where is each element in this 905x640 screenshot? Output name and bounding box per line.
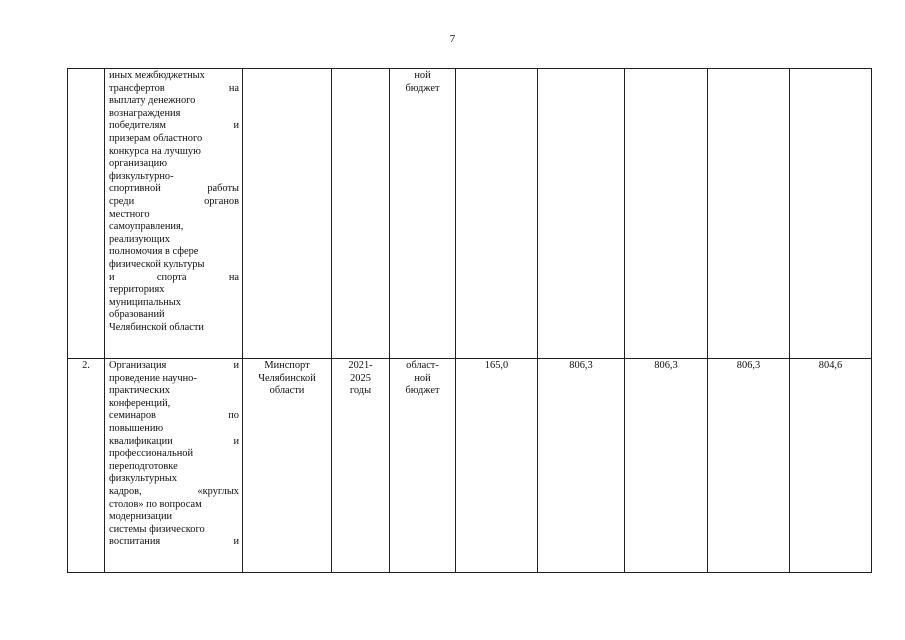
event-name-word: спортивной (109, 183, 161, 195)
event-name-word: семинаров (109, 410, 156, 422)
event-name-word: спорта (156, 271, 187, 283)
page-number: 7 (449, 33, 456, 45)
cell-period (332, 359, 390, 573)
cell-value (625, 69, 708, 359)
event-name-word: и (233, 120, 239, 132)
event-name-word: физической культуры (109, 258, 205, 270)
event-name-word: призерам областного (109, 132, 203, 144)
event-name-word: образований (109, 309, 165, 321)
event-name-line (109, 120, 239, 133)
cell-number (68, 359, 105, 573)
event-name-word: и (233, 536, 239, 548)
cell-value (790, 69, 872, 359)
cell-value (538, 359, 625, 573)
event-name-line (109, 410, 239, 423)
event-name-word: «круглых (197, 485, 239, 497)
table-row-continued (68, 69, 872, 359)
event-name-word: муниципальных (109, 296, 181, 308)
event-name-line (109, 398, 239, 411)
event-name-line (109, 322, 239, 335)
event-name-word: профессиональной (109, 448, 194, 460)
event-name-line (109, 511, 239, 524)
cell-value (456, 359, 538, 573)
event-name-line (109, 461, 239, 474)
cell-event-name (105, 69, 243, 359)
event-name-word: среди (109, 195, 135, 207)
event-name-line (109, 272, 239, 285)
period-line: 2021- (348, 360, 373, 371)
event-name-line (109, 133, 239, 146)
event-name-line (109, 297, 239, 310)
value-text: 806,3 (654, 360, 678, 371)
period-line: 2025 (350, 372, 371, 384)
value-text: 165,0 (484, 360, 509, 371)
value-text: 806,3 (569, 360, 593, 371)
event-name-line (109, 95, 239, 108)
event-name-line (109, 234, 239, 247)
event-name-word: столов» по вопросам (109, 498, 202, 510)
event-name-word: Организация (109, 360, 167, 371)
event-name-line (109, 146, 239, 159)
event-name-line (109, 108, 239, 121)
cell-value (456, 69, 538, 359)
cell-organization (243, 359, 332, 573)
event-name-line (109, 221, 239, 234)
event-name-line (109, 171, 239, 184)
event-name-word: повышению (109, 422, 164, 434)
event-name-line (109, 284, 239, 297)
event-name-line (109, 524, 239, 537)
event-name-line (109, 83, 239, 96)
event-name-line (109, 385, 239, 398)
event-name-word: территориях (109, 284, 165, 296)
event-name-line (109, 246, 239, 259)
event-name-word: выплату денежного (109, 95, 196, 107)
event-name-word: воспитания (109, 536, 161, 548)
cell-event-name (105, 359, 243, 573)
organization-line: области (269, 385, 305, 397)
cell-funding-source (390, 359, 456, 573)
event-name-line (109, 473, 239, 486)
funding-source-line: бюджет (405, 82, 440, 94)
event-name-line (109, 373, 239, 386)
funding-source-line: област- (406, 360, 439, 371)
event-name-word: квалификации (109, 435, 173, 447)
event-name-word: организацию (109, 158, 167, 170)
event-name-text (109, 360, 239, 549)
event-name-word: физкультурных (109, 473, 178, 485)
value-text: 806,3 (736, 360, 761, 371)
event-name-word: на (228, 271, 239, 283)
event-name-word: конференций, (109, 397, 171, 409)
event-name-line (109, 196, 239, 209)
event-name-word: модернизации (109, 511, 173, 523)
event-name-line (109, 209, 239, 222)
organization-line: Минспорт (264, 360, 310, 371)
event-name-line (109, 309, 239, 322)
event-name-word: проведение научно- (109, 372, 197, 384)
event-name-word: системы физического (109, 523, 205, 535)
event-name-line (109, 158, 239, 171)
event-name-word: и (233, 435, 239, 447)
cell-period (332, 69, 390, 359)
event-name-line (109, 423, 239, 436)
cell-value (625, 359, 708, 573)
funding-source-line: бюджет (405, 385, 440, 397)
event-name-line (109, 436, 239, 449)
cell-value (538, 69, 625, 359)
event-name-word: иных межбюджетных (109, 70, 205, 81)
event-name-line (109, 448, 239, 461)
event-name-word: и (109, 271, 115, 283)
event-name-word: и (233, 360, 239, 371)
event-name-word: полномочия в сфере (109, 246, 199, 258)
event-name-line (109, 499, 239, 512)
event-name-word: на (228, 82, 239, 94)
event-name-word: физкультурно- (109, 170, 174, 182)
event-name-word: переподготовке (109, 460, 178, 472)
event-name-line (109, 536, 239, 549)
funding-source-line: ной (414, 70, 431, 81)
event-name-word: конкурса на лучшую (109, 145, 201, 157)
event-name-word: местного (109, 208, 150, 220)
event-name-word: кадров, (109, 485, 142, 497)
event-name-word: Челябинской области (109, 321, 204, 333)
event-name-word: органов (204, 195, 239, 207)
table-row-2 (68, 359, 872, 573)
event-name-line (109, 70, 239, 83)
event-name-word: по (228, 410, 239, 422)
event-name-word: практических (109, 385, 170, 397)
event-name-line (109, 360, 239, 373)
event-name-word: вознаграждения (109, 107, 181, 119)
program-table (67, 68, 872, 573)
event-name-line (109, 486, 239, 499)
event-name-word: трансфертов (109, 82, 165, 94)
cell-value (708, 359, 790, 573)
event-name-word: победителям (109, 120, 166, 132)
event-name-word: работы (207, 183, 239, 195)
cell-value (708, 69, 790, 359)
event-name-word: самоуправления, (109, 221, 184, 233)
event-name-text (109, 70, 239, 334)
value-text: 804,6 (818, 360, 843, 371)
cell-funding-source (390, 69, 456, 359)
cell-value (790, 359, 872, 573)
cell-organization (243, 69, 332, 359)
period-line: годы (349, 385, 372, 397)
organization-line: Челябинской (258, 372, 316, 384)
event-name-line (109, 259, 239, 272)
event-name-word: реализующих (109, 233, 170, 245)
cell-number (68, 69, 105, 359)
funding-source-line: ной (414, 372, 431, 384)
row-number: 2. (82, 360, 90, 371)
event-name-line (109, 183, 239, 196)
